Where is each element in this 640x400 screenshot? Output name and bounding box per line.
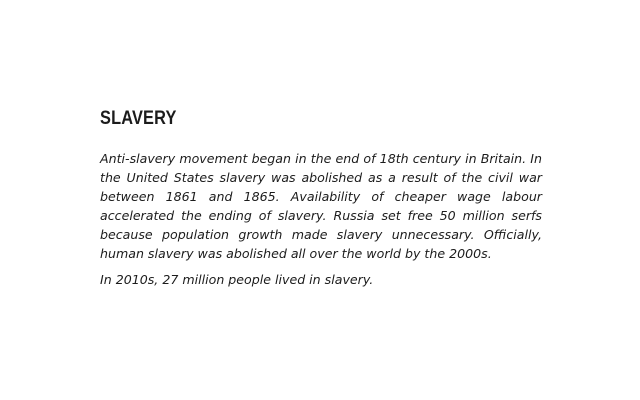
- body-paragraph-history: Anti-slavery movement began in the end of 18th century in Britain. In the United States slavery was abolished as a result of the civil war between 1861 and 1865. Availability of cheaper wage labour accelerated the ending of slavery. Russia set free 50 million serfs because population growth made slavery unnecessary. Officially, human slavery was abolished all over the world by the 2000s.: [100, 151, 542, 261]
- slavery-section: [100, 108, 542, 289]
- section-heading: SLAVERY: [100, 108, 177, 129]
- body-paragraph-modern: In 2010s, 27 million people lived in slavery.: [100, 272, 374, 287]
